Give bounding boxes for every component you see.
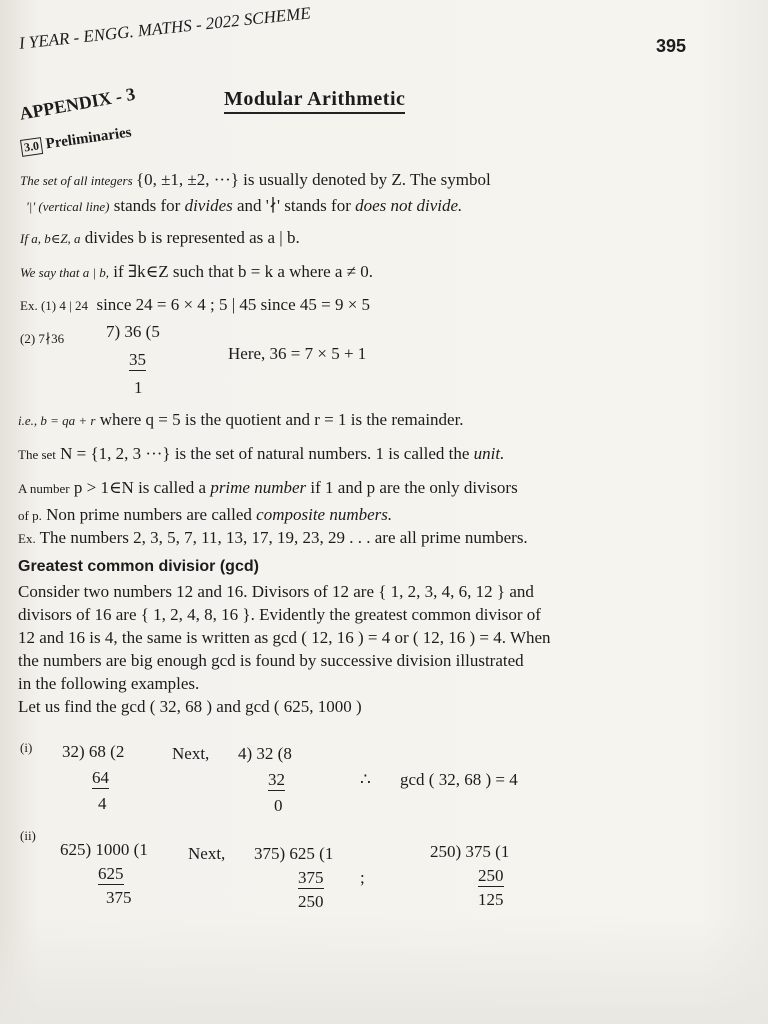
- gcd-result: gcd ( 32, 68 ) = 4: [400, 770, 518, 789]
- example-label: (ii): [20, 828, 36, 843]
- division-remainder: 0: [274, 796, 283, 815]
- text-line: If a, b∈Z, a divides b is represented as a | b.: [20, 228, 300, 247]
- division-remainder: 375: [106, 888, 132, 907]
- division-subtrahend: 625: [98, 864, 124, 883]
- division-subtrahend: 375: [298, 868, 324, 887]
- text-line: divisors of 16 are { 1, 2, 4, 8, 16 }. Evidently the greatest common divisor of: [18, 605, 541, 624]
- text-line: The set N = {1, 2, 3 ···} is the set of natural numbers. 1 is called the unit.: [18, 444, 505, 463]
- division-remainder: 1: [134, 378, 143, 397]
- division-subtrahend: 35: [129, 350, 146, 369]
- division-head: 375) 625 (1: [254, 844, 334, 863]
- text-line: The set of all integers {0, ±1, ±2, ···} is usually denoted by Z. The symbol: [20, 170, 491, 189]
- section-number: 3.0: [20, 137, 43, 157]
- text-line: Consider two numbers 12 and 16. Divisors of 12 are { 1, 2, 3, 4, 6, 12 } and: [18, 582, 534, 601]
- page-number: 395: [656, 36, 687, 56]
- division-remainder: 250: [298, 892, 324, 911]
- separator: ;: [360, 868, 365, 887]
- appendix-label: APPENDIX - 3: [18, 83, 137, 124]
- therefore-symbol: ∴: [360, 770, 371, 789]
- division-remainder: 4: [98, 794, 107, 813]
- text-line: A number p > 1∈N is called a prime number if 1 and p are the only divisors: [18, 478, 518, 497]
- text-line: (2) 7∤36: [20, 331, 65, 346]
- text-line: the numbers are big enough gcd is found by successive division illustrated: [18, 651, 524, 670]
- division-head: 7) 36 (5: [106, 322, 160, 341]
- next-label: Next,: [188, 844, 226, 863]
- text-line: Let us find the gcd ( 32, 68 ) and gcd ( 625, 1000 ): [18, 697, 362, 716]
- running-title: I YEAR - ENGG. MATHS - 2022 SCHEME: [18, 3, 312, 53]
- text-line: We say that a | b, if ∃k∈Z such that b = k a where a ≠ 0.: [20, 262, 374, 281]
- gcd-heading: Greatest common divisior (gcd): [18, 558, 259, 575]
- text-line: Ex. (1) 4 | 24 since 24 = 6 × 4 ; 5 | 45 since 45 = 9 × 5: [20, 295, 371, 314]
- division-head: 625) 1000 (1: [60, 840, 148, 859]
- section-title: Preliminaries: [44, 124, 133, 153]
- text-line: 12 and 16 is 4, the same is written as gcd ( 12, 16 ) = 4 or ( 12, 16 ) = 4. When: [18, 628, 551, 647]
- text-line: of p. Non prime numbers are called composite numbers.: [18, 505, 393, 524]
- next-label: Next,: [172, 744, 210, 763]
- division-head: 32) 68 (2: [62, 742, 125, 761]
- division-head: 4) 32 (8: [238, 744, 292, 763]
- division-subtrahend: 64: [92, 768, 109, 787]
- chapter-title: Modular Arithmetic: [224, 88, 405, 114]
- example-label: (i): [20, 740, 33, 755]
- division-subtrahend: 250: [478, 866, 504, 885]
- text-line: Here, 36 = 7 × 5 + 1: [228, 344, 367, 363]
- division-subtrahend: 32: [268, 770, 285, 789]
- text-line: i.e., b = qa + r where q = 5 is the quotient and r = 1 is the remainder.: [18, 410, 464, 429]
- text-line: '|' (vertical line) stands for divides and '∤' stands for does not divide.: [26, 196, 463, 215]
- division-head: 250) 375 (1: [430, 842, 510, 861]
- text-line: Ex. The numbers 2, 3, 5, 7, 11, 13, 17, 19, 23, 29 . . . are all prime numbers.: [18, 528, 528, 547]
- division-remainder: 125: [478, 890, 504, 909]
- section-heading: [20, 124, 133, 156]
- text-line: in the following examples.: [18, 674, 200, 693]
